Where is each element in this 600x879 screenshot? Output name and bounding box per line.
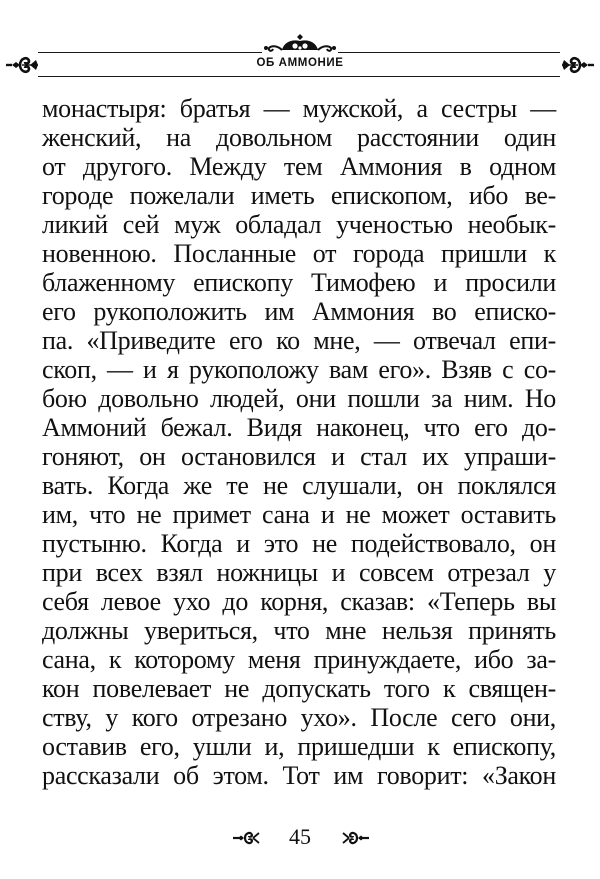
text-line: рассказали об этом. Тот им говорит: «Закон [42, 761, 556, 790]
crest-ornament-icon [262, 33, 338, 53]
fleuron-left-icon [4, 52, 40, 78]
text-line: от другого. Между тем Аммония в одном [42, 152, 556, 181]
text-line: кон повелевает не допускать того к священ- [42, 674, 556, 703]
text-line: скоп, — и я рукоположу вам его». Взяв с со- [42, 355, 556, 384]
text-line: Аммоний бежал. Видя наконец, что его до- [42, 413, 556, 442]
fleuron-left-icon [232, 828, 262, 848]
text-line: ству, у кого отрезано ухо». После сего они, [42, 703, 556, 732]
running-head [0, 30, 600, 85]
text-line: вать. Когда же те не слушали, он поклялся [42, 471, 556, 500]
body-text [42, 94, 556, 790]
text-line: сана, к которому меня принуждаете, ибо за- [42, 645, 556, 674]
header-rule-bottom [38, 76, 560, 77]
text-line: новенною. Посланные от города пришли к [42, 239, 556, 268]
text-line: должны увериться, что мне нельзя принять [42, 616, 556, 645]
fleuron-right-icon [560, 52, 596, 78]
text-line: оставив его, ушли и, пришедши к епископу, [42, 732, 556, 761]
text-line: его рукоположить им Аммония во еписко- [42, 297, 556, 326]
text-line: женский, на довольном расстоянии один [42, 123, 556, 152]
text-line: гоняют, он остановился и стал их упраши- [42, 442, 556, 471]
text-line: им, что не примет сана и не может оставить [42, 500, 556, 529]
text-line: пустыню. Когда и это не подействовало, он [42, 529, 556, 558]
text-line: городе пожелали иметь епископом, ибо ве- [42, 181, 556, 210]
text-line: монастыря: братья — мужской, а сестры — [42, 94, 556, 123]
text-line: па. «Приведите его ко мне, — отвечал епи- [42, 326, 556, 355]
fleuron-right-icon [340, 828, 370, 848]
text-line: бою довольно людей, они пошли за ним. Но [42, 384, 556, 413]
text-line: блаженному епископу Тимофею и просили [42, 268, 556, 297]
text-line: ликий сей муж обладал ученостью необык- [42, 210, 556, 239]
text-line: при всех взял ножницы и совсем отрезал у [42, 558, 556, 587]
page-footer [0, 822, 600, 852]
running-head-title: ОБ АММОНИЕ [256, 57, 344, 69]
page-number: 45 [289, 824, 311, 849]
text-line: себя левое ухо до корня, сказав: «Теперь вы [42, 587, 556, 616]
